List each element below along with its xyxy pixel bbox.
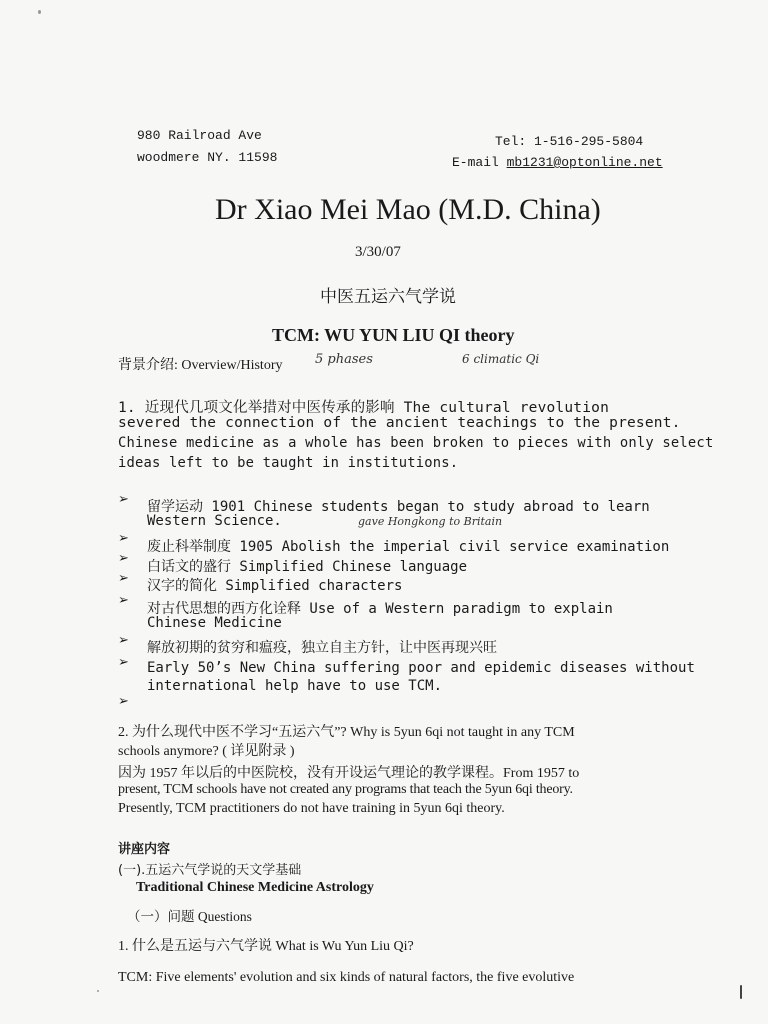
lecture-part1: (一).五运六气学说的天文学基础 <box>118 863 302 878</box>
bullet-item-1-cont: Western Science. <box>147 513 282 529</box>
section1-line2: severed the connection of the ancient teachings to the present. <box>118 415 681 431</box>
bullet-arrow-icon: ➢ <box>118 571 129 586</box>
handwritten-phases: 5 phases <box>315 352 373 367</box>
date: 3/30/07 <box>355 244 401 260</box>
bullet-arrow-icon: ➢ <box>118 531 129 546</box>
section1-line1: 1. 近现代几项文化举措对中医传承的影响 The cultural revolution <box>118 400 610 416</box>
email-line <box>452 155 663 170</box>
handwritten-hongkong: gave Hongkong to Britain <box>358 515 503 528</box>
section2-line5: Presently, TCM practitioners do not have training in 5yun 6qi theory. <box>118 801 505 816</box>
telephone: Tel: 1-516-295-5804 <box>495 134 644 149</box>
question-1: 1. 什么是五运与六气学说 What is Wu Yun Liu Qi? <box>118 939 414 954</box>
bullet-item-2: 废止科举制度 1905 Abolish the imperial civil service examination <box>147 539 670 555</box>
bullet-item-5: 对古代思想的西方化诠释 Use of a Western paradigm to explain <box>147 601 613 617</box>
scan-speck <box>97 990 99 992</box>
bullet-item-3: 白话文的盛行 Simplified Chinese language <box>147 559 468 575</box>
subtitle: TCM: WU YUN LIU QI theory <box>272 325 515 345</box>
scan-speck <box>740 985 742 999</box>
handwritten-climatic-qi: 6 climatic Qi <box>462 352 540 366</box>
bullet-item-7-cont: international help have to use TCM. <box>147 678 443 694</box>
lecture-heading: 讲座内容 <box>118 842 171 857</box>
section2-line2: schools anymore? ( 详见附录 ) <box>118 744 295 759</box>
email-address[interactable]: mb1231@optonline.net <box>506 155 663 170</box>
bullet-arrow-icon: ➢ <box>118 655 129 670</box>
section1-line4: ideas left to be taught in institutions. <box>118 455 459 471</box>
bullet-item-5-cont: Chinese Medicine <box>147 615 282 631</box>
email-label: E-mail <box>452 155 507 170</box>
address-line-2: woodmere NY. 11598 <box>137 150 278 165</box>
section1-line3: Chinese medicine as a whole has been broken to pieces with only select <box>118 435 714 451</box>
bullet-item-1: 留学运动 1901 Chinese students began to study abroad to learn <box>147 499 650 515</box>
bullet-item-4: 汉字的简化 Simplified characters <box>147 578 403 594</box>
bullet-arrow-icon: ➢ <box>118 551 129 566</box>
section2-line1: 2. 为什么现代中医不学习“五运六气”? Why is 5yun 6qi not taught in any TCM <box>118 725 575 740</box>
questions-heading: （一）问题 Questions <box>127 909 252 924</box>
section2-line4: present, TCM schools have not created any programs that teach the 5yun 6qi theory. <box>118 782 573 797</box>
chinese-title: 中医五运六气学说 <box>320 287 456 307</box>
bullet-item-6: 解放初期的贫穷和瘟疫，独立自主方针，让中医再现兴旺 <box>147 640 497 656</box>
bullet-arrow-icon: ➢ <box>118 492 129 507</box>
bullet-arrow-icon: ➢ <box>118 633 129 648</box>
address-line-1: 980 Railroad Ave <box>137 128 262 143</box>
scan-speck <box>38 10 41 14</box>
section2-line3: 因为 1957 年以后的中医院校，没有开设运气理论的教学课程。From 1957 to <box>118 766 580 781</box>
bullet-arrow-icon: ➢ <box>118 694 129 709</box>
bullet-item-7: Early 50’s New China suffering poor and epidemic diseases without <box>147 660 695 676</box>
bullet-arrow-icon: ➢ <box>118 593 129 608</box>
tcm-line: TCM: Five elements' evolution and six kinds of natural factors, the five evolutive <box>118 970 575 985</box>
background-label: 背景介绍: Overview/History <box>118 358 283 373</box>
page-title: Dr Xiao Mei Mao (M.D. China) <box>215 193 601 226</box>
astrology-heading: Traditional Chinese Medicine Astrology <box>136 880 374 895</box>
